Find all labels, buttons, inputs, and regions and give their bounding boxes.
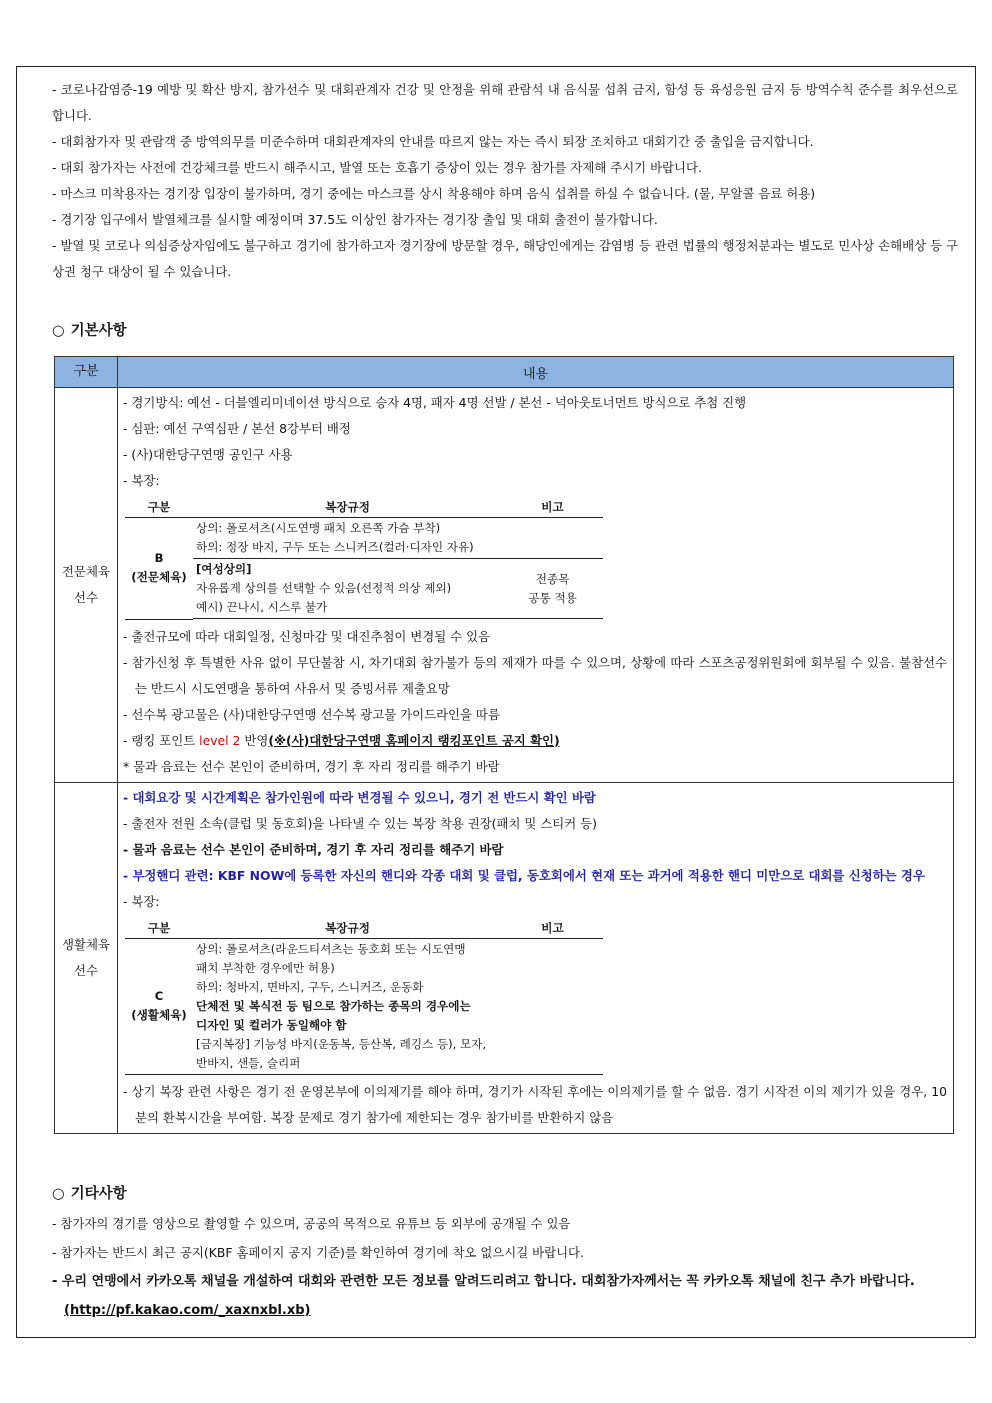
pro-content bbox=[118, 388, 954, 783]
amateur-row bbox=[55, 782, 954, 1133]
dress-rule-team-cont: 디자인 및 컬러가 동일해야 함 bbox=[196, 1017, 347, 1032]
misc-heading bbox=[52, 1182, 127, 1203]
pro-line: - 참가신청 후 특별한 사유 없이 무단불참 시, 차기대회 참가불가 등의 제재가 따를 수 있으며, 상황에 따라 스포츠공정위원회에 회부될 수 있음. 불참선수는 반드시 시도연맹을 통하여 사유서 및 증빙서류 제출요망 bbox=[123, 654, 947, 696]
pro-line: - (사)대한당구연맹 공인구 사용 bbox=[123, 447, 293, 462]
dress-category-text: B (전문체육) bbox=[131, 551, 187, 585]
dress-rule-forbidden-cont: 반바지, 샌들, 슬리퍼 bbox=[196, 1055, 301, 1070]
pro-line: - 복장: bbox=[123, 473, 160, 488]
amateur-line: - 부정핸디 관련: KBF NOW에 등록한 자신의 핸디와 각종 대회 및 클럽, 동호회에서 현재 또는 과거에 적용한 핸디 미만으로 대회를 신청하는 경우 bbox=[123, 867, 925, 883]
dress-rule-women bbox=[193, 559, 502, 619]
dress-table-bottom bbox=[125, 619, 193, 620]
kakao-channel-link[interactable]: (http://pf.kakao.com/_xaxnxbl.xb) bbox=[64, 1303, 311, 1318]
dress-rule-top-cont: 패치 부착한 경우에만 허용) bbox=[196, 960, 335, 975]
circle-bullet-icon: ○ bbox=[52, 1186, 65, 1202]
ranking-line bbox=[123, 728, 947, 754]
pro-line: * 물과 음료는 선수 본인이 준비하며, 경기 후 자리 정리를 해주기 바람 bbox=[123, 758, 500, 774]
pro-category-text: 전문체육 선수 bbox=[62, 563, 110, 605]
pro-row bbox=[55, 388, 954, 783]
dress-header-note: 비고 bbox=[502, 918, 603, 939]
misc-line: - 참가자는 반드시 최근 공지(KBF 홈페이지 공지 기준)를 확인하여 경기에 착오 없으시길 바랍니다. bbox=[52, 1245, 584, 1260]
notice-line: - 대회참가자 및 관람객 중 방역의무를 미준수하며 대회관계자의 안내를 따르지 않는 자는 즉시 퇴장 조치하고 대회기간 중 출입을 금지합니다. bbox=[52, 134, 814, 149]
dress-header-note: 비고 bbox=[502, 497, 603, 518]
dress-header-category: 구분 bbox=[125, 918, 193, 939]
covid-notices bbox=[52, 77, 958, 285]
notice-line: - 마스크 미착용자는 경기장 입장이 불가하며, 경기 중에는 마스크를 상시 착용해야 하며 음식 섭취를 하실 수 없습니다. (물, 무알콜 음료 허용) bbox=[52, 186, 816, 201]
amateur-line: - 물과 음료는 선수 본인이 준비하며, 경기 후 자리 정리를 해주기 바람 bbox=[123, 841, 504, 857]
pro-category bbox=[55, 388, 118, 783]
ranking-notice-link[interactable]: (※(사)대한당구연맹 홈페이지 랭킹포인트 공지 확인) bbox=[268, 732, 560, 748]
dress-women-example: 예시) 끈나시, 시스루 불가 bbox=[196, 600, 328, 614]
ranking-mid: 반영 bbox=[240, 732, 269, 748]
dress-note bbox=[502, 559, 603, 619]
dress-rule-top: 상의: 폴로셔츠(시도연맹 패치 오른쪽 가슴 부착) bbox=[196, 521, 441, 535]
dress-rule-bottom: 하의: 정장 바지, 구두 또는 스니커즈(컬러·디자인 자유) bbox=[196, 540, 474, 554]
pro-line: - 심판: 예선 구역심판 / 본선 8강부터 배정 bbox=[123, 421, 351, 436]
ranking-prefix: - 랭킹 포인트 bbox=[123, 732, 200, 748]
dress-category bbox=[125, 518, 193, 619]
dress-category-text: C (생활체육) bbox=[131, 989, 187, 1022]
ranking-level: level 2 bbox=[199, 732, 241, 748]
dress-rule bbox=[193, 518, 502, 559]
dress-category bbox=[125, 938, 193, 1074]
col-header-content: 내용 bbox=[118, 357, 954, 388]
dress-rule-bottom: 하의: 청바지, 면바지, 구두, 스니커즈, 운동화 bbox=[196, 979, 424, 994]
pro-line: - 선수복 광고물은 (사)대한당구연맹 선수복 광고물 가이드라인을 따름 bbox=[123, 706, 500, 722]
notice-line: - 대회 참가자는 사전에 건강체크를 반드시 해주시고, 발열 또는 호흡기 증상이 있는 경우 참가를 자제해 주시기 바랍니다. bbox=[52, 160, 702, 175]
basic-heading bbox=[52, 319, 127, 340]
pro-line: - 출전규모에 따라 대회일정, 신청마감 및 대진추첨이 변경될 수 있음 bbox=[123, 628, 491, 644]
amateur-content bbox=[118, 782, 954, 1133]
amateur-category bbox=[55, 782, 118, 1133]
dress-note-text: 전종목 공통 적용 bbox=[528, 571, 577, 605]
dress-header-rule: 복장규정 bbox=[193, 918, 502, 939]
amateur-line: - 복장: bbox=[123, 893, 160, 909]
amateur-line: - 출전자 전원 소속(클럽 및 동호회)을 나타낼 수 있는 복장 착용 권장(패치 및 스티커 등) bbox=[123, 815, 597, 831]
dress-rule-team: 단체전 및 복식전 등 팀으로 참가하는 종목의 경우에는 bbox=[196, 998, 471, 1013]
basic-heading-text: 기본사항 bbox=[70, 323, 127, 339]
dress-rule bbox=[193, 938, 502, 1074]
dress-women-rule: 자유롭게 상의를 선택할 수 있음(선정적 의상 제외) bbox=[196, 581, 452, 595]
dress-women-title: [여성상의] bbox=[196, 562, 252, 576]
notice-line: - 경기장 입구에서 발열체크를 실시할 예정이며 37.5도 이상인 참가자는 경기장 출입 및 대회 출전이 불가합니다. bbox=[52, 212, 658, 227]
dress-note-empty bbox=[502, 938, 603, 1074]
amateur-category-text: 생활체육 선수 bbox=[62, 936, 110, 978]
basic-table bbox=[54, 356, 954, 1134]
amateur-line: - 상기 복장 관련 사항은 경기 전 운영본부에 이의제기를 해야 하며, 경기가 시작된 후에는 이의제기를 할 수 없음. 경기 시작전 이의 제기가 있을 경우, 10분의 환복시간을 부여함. 복장 문제로 경기 참가에 제한되는 경우 참가비를 반환하지 않음 bbox=[123, 1083, 947, 1125]
misc-kakao-text: - 우리 연맹에서 카카오톡 채널을 개설하여 대회와 관련한 모든 정보를 알려드리려고 합니다. 대회참가자께서는 꼭 카카오톡 채널에 친구 추가 바랍니다. bbox=[52, 1274, 915, 1289]
misc-section bbox=[52, 1209, 958, 1325]
dress-table-amateur bbox=[125, 918, 603, 1075]
circle-bullet-icon: ○ bbox=[52, 323, 65, 339]
amateur-line: - 대회요강 및 시간계획은 참가인원에 따라 변경될 수 있으니, 경기 전 반드시 확인 바람 bbox=[123, 789, 596, 805]
notice-line: - 코로나감염증-19 예방 및 확산 방지, 참가선수 및 대회관계자 건강 및 안정을 위해 관람석 내 음식물 섭취 금지, 함성 등 육성응원 금지 등 방역수칙 준수를 최우선으로 합니다. bbox=[52, 82, 958, 123]
dress-table-pro bbox=[125, 497, 603, 620]
misc-heading-text: 기타사항 bbox=[70, 1186, 127, 1202]
pro-line: - 경기방식: 예선 - 더블엘리미네이션 방식으로 승자 4명, 패자 4명 선발 / 본선 - 넉아웃토너먼트 방식으로 추첨 진행 bbox=[123, 395, 747, 410]
misc-line: - 참가자의 경기를 영상으로 촬영할 수 있으며, 공공의 목적으로 유튜브 등 외부에 공개될 수 있음 bbox=[52, 1216, 571, 1231]
misc-kakao-line bbox=[52, 1267, 958, 1325]
notice-line: - 발열 및 코로나 의심증상자임에도 불구하고 경기에 참가하고자 경기장에 방문할 경우, 해당인에게는 감염병 등 관련 법률의 행정처분과는 별도로 민사상 손해배상 등 구상권 청구 대상이 될 수 있습니다. bbox=[52, 238, 958, 279]
dress-header-rule: 복장규정 bbox=[193, 497, 502, 518]
dress-rule-top: 상의: 폴로셔츠(라운드티셔츠는 동호회 또는 시도연맹 bbox=[196, 941, 466, 956]
col-header-category: 구분 bbox=[55, 357, 118, 388]
dress-header-category: 구분 bbox=[125, 497, 193, 518]
dress-note-empty bbox=[502, 518, 603, 559]
dress-rule-forbidden: [금지복장] 기능성 바지(운동복, 등산복, 레깅스 등), 모자, bbox=[196, 1036, 487, 1051]
